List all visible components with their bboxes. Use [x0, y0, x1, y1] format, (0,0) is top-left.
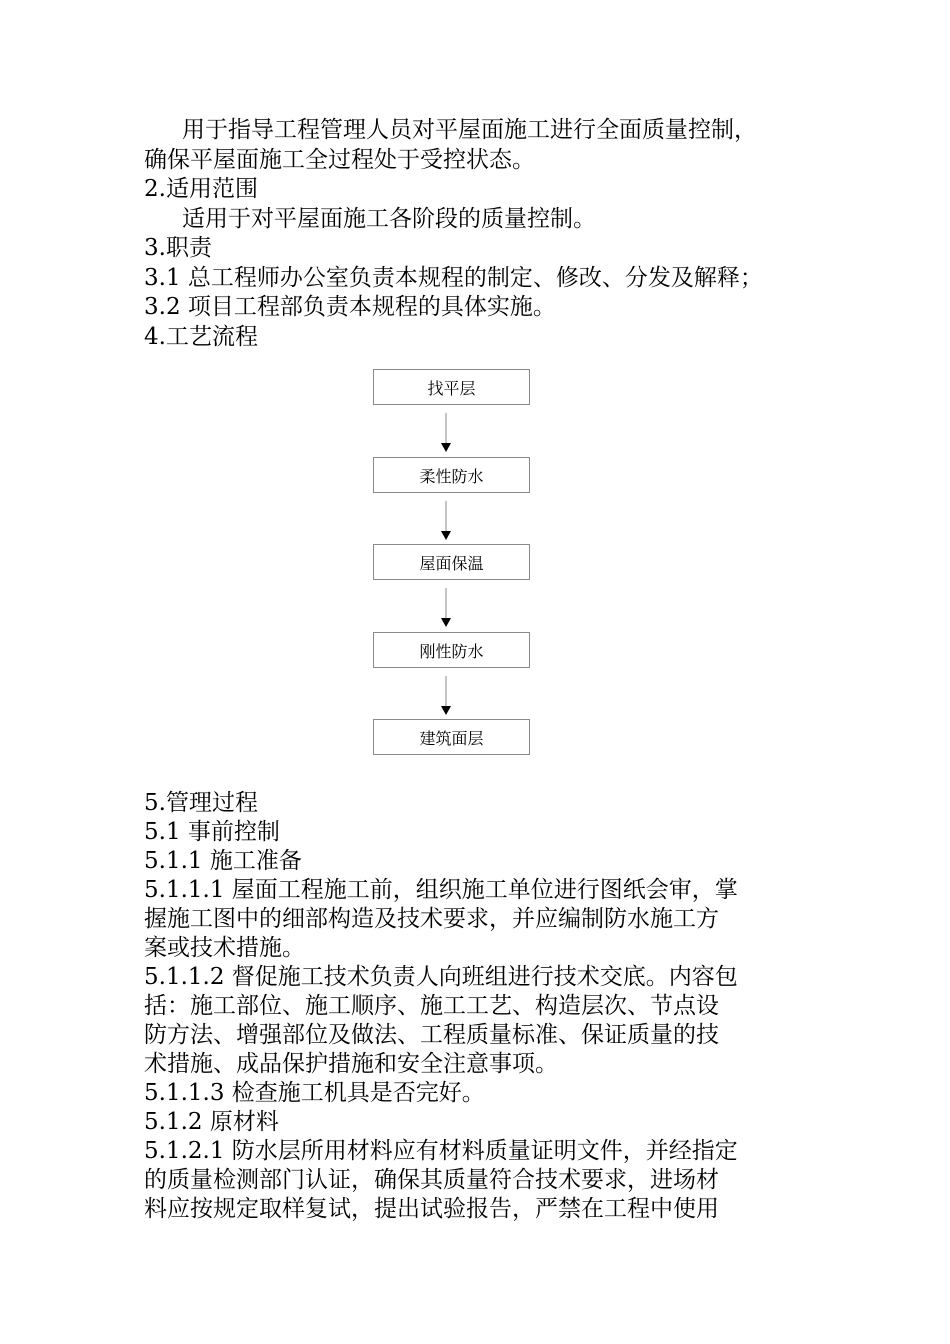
flow-arrow-down-icon	[439, 413, 453, 453]
section-5-1-1: 5.1.1 施工准备	[144, 848, 302, 874]
section-2-body: 适用于对平屋面施工各阶段的质量控制。	[182, 206, 596, 232]
flow-step-leveling-layer: 找平层	[373, 369, 530, 405]
section-4-heading: 4.工艺流程	[144, 324, 258, 350]
section-5-1-1-2-line-1: 5.1.1.2 督促施工技术负责人向班组进行技术交底。内容包	[144, 964, 738, 990]
flow-step-roof-insulation: 屋面保温	[373, 544, 530, 580]
section-5-1-2-1-line-1: 5.1.2.1 防水层所用材料应有材料质量证明文件，并经指定	[144, 1138, 738, 1164]
flow-step-building-surface-layer: 建筑面层	[373, 719, 530, 755]
purpose-text-line-1: 用于指导工程管理人员对平屋面施工进行全面质量控制，	[182, 117, 757, 143]
section-5-1-1-2-line-4: 术措施、成品保护措施和安全注意事项。	[144, 1051, 558, 1077]
flow-step-rigid-waterproofing: 刚性防水	[373, 632, 530, 668]
purpose-text-line-2: 确保平屋面施工全过程处于受控状态。	[144, 147, 535, 173]
section-3-1: 3.1 总工程师办公室负责本规程的制定、修改、分发及解释；	[144, 265, 763, 291]
section-5-heading: 5.管理过程	[144, 790, 258, 816]
section-5-1-1-2-line-2: 括：施工部位、施工顺序、施工工艺、构造层次、节点设	[144, 993, 719, 1019]
section-5-1-1-1-line-3: 案或技术措施。	[144, 935, 305, 961]
section-3-heading: 3.职责	[144, 235, 212, 261]
flow-step-flexible-waterproofing: 柔性防水	[373, 457, 530, 493]
section-2-heading: 2.适用范围	[144, 176, 258, 202]
section-5-1-2-1-line-3: 料应按规定取样复试，提出试验报告，严禁在工程中使用	[144, 1196, 719, 1222]
flow-arrow-down-icon	[439, 501, 453, 541]
section-5-1: 5.1 事前控制	[144, 819, 280, 845]
section-5-1-2-1-line-2: 的质量检测部门认证，确保其质量符合技术要求，进场材	[144, 1167, 719, 1193]
section-3-2: 3.2 项目工程部负责本规程的具体实施。	[144, 294, 556, 320]
section-5-1-1-1-line-2: 握施工图中的细部构造及技术要求，并应编制防水施工方	[144, 906, 719, 932]
flow-arrow-down-icon	[439, 588, 453, 628]
section-5-1-1-3: 5.1.1.3 检查施工机具是否完好。	[144, 1080, 485, 1106]
section-5-1-1-2-line-3: 防方法、增强部位及做法、工程质量标准、保证质量的技	[144, 1022, 719, 1048]
flow-arrow-down-icon	[439, 676, 453, 716]
section-5-1-2: 5.1.2 原材料	[144, 1109, 279, 1135]
section-5-1-1-1-line-1: 5.1.1.1 屋面工程施工前，组织施工单位进行图纸会审，掌	[144, 877, 738, 903]
